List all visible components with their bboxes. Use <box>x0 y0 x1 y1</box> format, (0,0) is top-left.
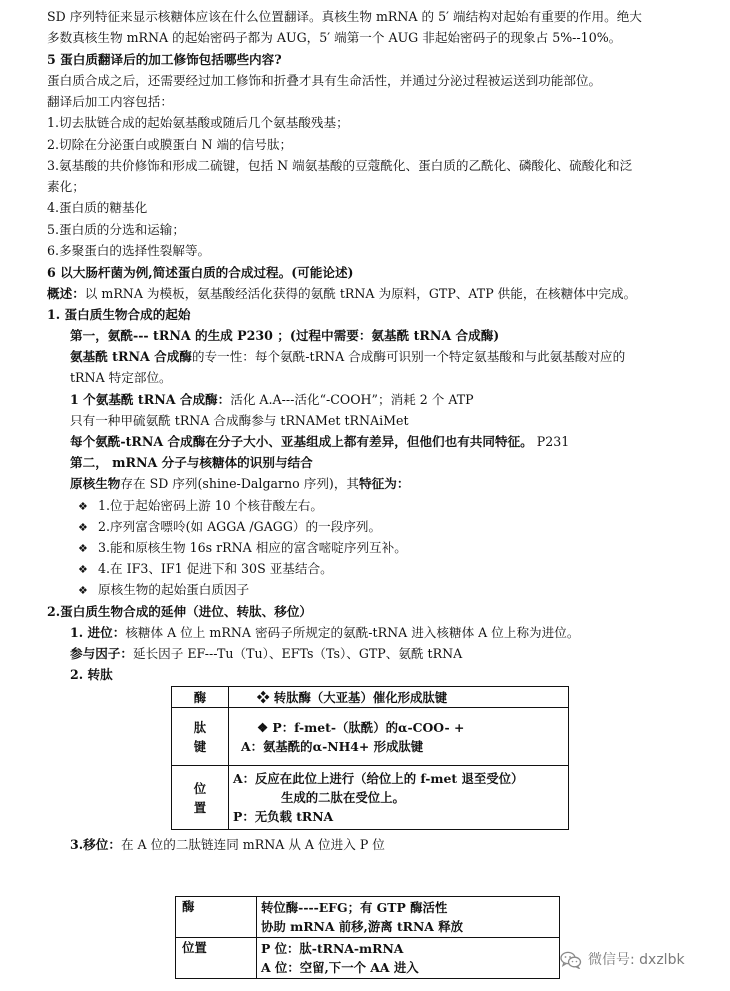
bullet-item: ❖ 原核生物的起始蛋白质因子 <box>78 580 700 601</box>
watermark-text: 微信号: dxzlbk <box>588 952 685 968</box>
text-line <box>70 390 700 410</box>
term-text: 在 A 位的二肽链连同 mRNA 从 A 位进入 P 位 <box>120 837 385 852</box>
diamond-bullet-icon: ❖ <box>78 500 88 513</box>
summary-label: 概述： <box>47 286 85 301</box>
term-label: 1. 进位： <box>70 625 126 640</box>
table-cell: 位 置 <box>172 766 229 830</box>
term-text: 的专一性：每个氨酰-tRNA 合成酶可识别一个特定氨基酸和与此氨基酸对应的 <box>191 349 626 364</box>
text-line: 蛋白质合成之后，还需要经过加工修饰和折叠才具有生命活性，并通过分泌过程被运送到功能部位。 <box>47 73 602 88</box>
table-row <box>176 938 560 979</box>
table-row <box>172 687 569 708</box>
table-row <box>176 897 560 938</box>
term-label: 1 个氨基酰 tRNA 合成酶： <box>70 392 231 407</box>
table-row <box>172 766 569 830</box>
diamond-bullet-icon: ❖ <box>78 542 88 555</box>
watermark <box>560 948 720 972</box>
bullet-item: ❖ 4.在 IF3、IF1 促进下和 30S 亚基结合。 <box>78 559 700 580</box>
step-heading: 第一，氨酰--- tRNA 的生成 P230 ；(过程中需要：氨基酰 tRNA 合成酶) <box>70 328 500 343</box>
text-line: 多数真核生物 mRNA 的起始密码子都为 AUG，5′ 端第一个 AUG 非起始密码子的现象占 5%--10%。 <box>47 30 622 45</box>
list-item: 6.多聚蛋白的选择性裂解等。 <box>47 243 211 258</box>
term-label: 氨基酰 tRNA 合成酶 <box>70 349 192 364</box>
term-label: 3.移位： <box>70 837 121 852</box>
term-label: 参与因子： <box>70 646 133 661</box>
transpeptidation-table <box>171 686 569 830</box>
text-line <box>70 644 700 664</box>
list-item: 1.切去肽链合成的起始氨基酸或随后几个氨基酸残基； <box>47 115 349 130</box>
section-heading: 5 蛋白质翻译后的加工修饰包括哪些内容? <box>47 52 282 67</box>
list-item: 3.氨基酸的共价修饰和形成二硫键，包括 N 端氨基酸的豆蔻酰化、蛋白质的乙酰化、磷酸化、硫酸化和泛 <box>47 158 633 173</box>
text-line <box>70 347 700 367</box>
text-line <box>70 835 700 855</box>
text-line: 只有一种甲硫氨酰 tRNA 合成酶参与 tRNAMet tRNAiMet <box>70 413 409 428</box>
list-item: 5.蛋白质的分选和运输； <box>47 222 185 237</box>
term-text: 存在 SD 序列(shine-Dalgarno 序列)，其 <box>120 476 360 491</box>
subsection-title: 2.蛋白质生物合成的延伸（进位、转肽、移位） <box>47 604 313 619</box>
bullet-item: ❖ 1.位于起始密码上游 10 个核苷酸左右。 <box>78 496 700 517</box>
bullet-item: ❖ 3.能和原核生物 16s rRNA 相应的富含嘧啶序列互补。 <box>78 538 700 559</box>
term-label: 原核生物 <box>70 476 121 491</box>
table-cell: 位置 <box>176 938 257 979</box>
section-heading: 6 以大肠杆菌为例,简述蛋白质的合成过程。(可能论述) <box>47 265 354 280</box>
text-line: SD 序列特征来显示核糖体应该在什么位置翻译。真核生物 mRNA 的 5′ 端结构对起始有重要的作用。绝大 <box>47 9 642 24</box>
term-text: 活化 A.A---活化“-COOH”；消耗 2 个 ATP <box>230 392 474 407</box>
table-cell: P 位：肽-tRNA-mRNA A 位：空留,下一个 AA 进入 <box>257 938 560 979</box>
table-cell: ❖ P：f-met-（肽酰）的α-COO- + A：氨基酰的α-NH4+ 形成肽键 <box>229 708 569 766</box>
term-text: 核糖体 A 位上 mRNA 密码子所规定的氨酰-tRNA 进入核糖体 A 位上称为进位。 <box>125 625 580 640</box>
table-row <box>172 708 569 766</box>
bullet-item: ❖ 2.序列富含嘌呤(如 AGGA /GAGG）的一段序列。 <box>78 517 700 538</box>
term-text: 延长因子 EF---Tu（Tu）、EFTs（Ts）、GTP、氨酰 tRNA <box>132 646 463 661</box>
text-line: 素化； <box>47 179 85 194</box>
step-heading: 2. 转肽 <box>70 667 113 682</box>
step-heading: 第二， mRNA 分子与核糖体的识别与结合 <box>70 455 313 470</box>
page-ref: P231 <box>536 434 570 449</box>
bold-statement: 每个氨酰-tRNA 合成酶在分子大小、亚基组成上都有差异，但他们也有共同特征。 <box>70 434 533 449</box>
text-line <box>70 432 700 452</box>
text-line <box>70 474 700 494</box>
summary-line <box>47 284 700 304</box>
diamond-bullet-icon: ❖ <box>78 563 88 576</box>
text-line: tRNA 特定部位。 <box>70 370 172 385</box>
text-line <box>70 623 700 643</box>
translocation-table <box>175 896 560 979</box>
list-item: 2.切除在分泌蛋白或膜蛋白 N 端的信号肽； <box>47 137 293 152</box>
diamond-bullet-icon: ❖ <box>78 584 88 597</box>
table-cell: ❖ 转肽酶（大亚基）催化形成肽键 <box>229 687 569 708</box>
list-item: 4.蛋白质的糖基化 <box>47 200 148 215</box>
table-cell: A：反应在此位上进行（给位上的 f-met 退至受位） 生成的二肽在受位上。 P：无负载 tRNA <box>229 766 569 830</box>
wechat-icon <box>560 951 582 969</box>
term-label: 特征为： <box>359 476 410 491</box>
table-cell: 酶 <box>176 897 257 938</box>
text-line: 翻译后加工内容包括： <box>47 94 173 109</box>
table-cell: 转位酶----EFG；有 GTP 酶活性 协助 mRNA 前移,游离 tRNA 释放 <box>257 897 560 938</box>
diamond-bullet-icon: ❖ <box>78 521 88 534</box>
summary-text: 以 mRNA 为模板，氨基酸经活化获得的氨酰 tRNA 为原料，GTP、ATP 供能，在核糖体中完成。 <box>84 286 637 301</box>
subsection-title: 1. 蛋白质生物合成的起始 <box>47 307 191 322</box>
table-cell: 肽 键 <box>172 708 229 766</box>
table-cell: 酶 <box>172 687 229 708</box>
